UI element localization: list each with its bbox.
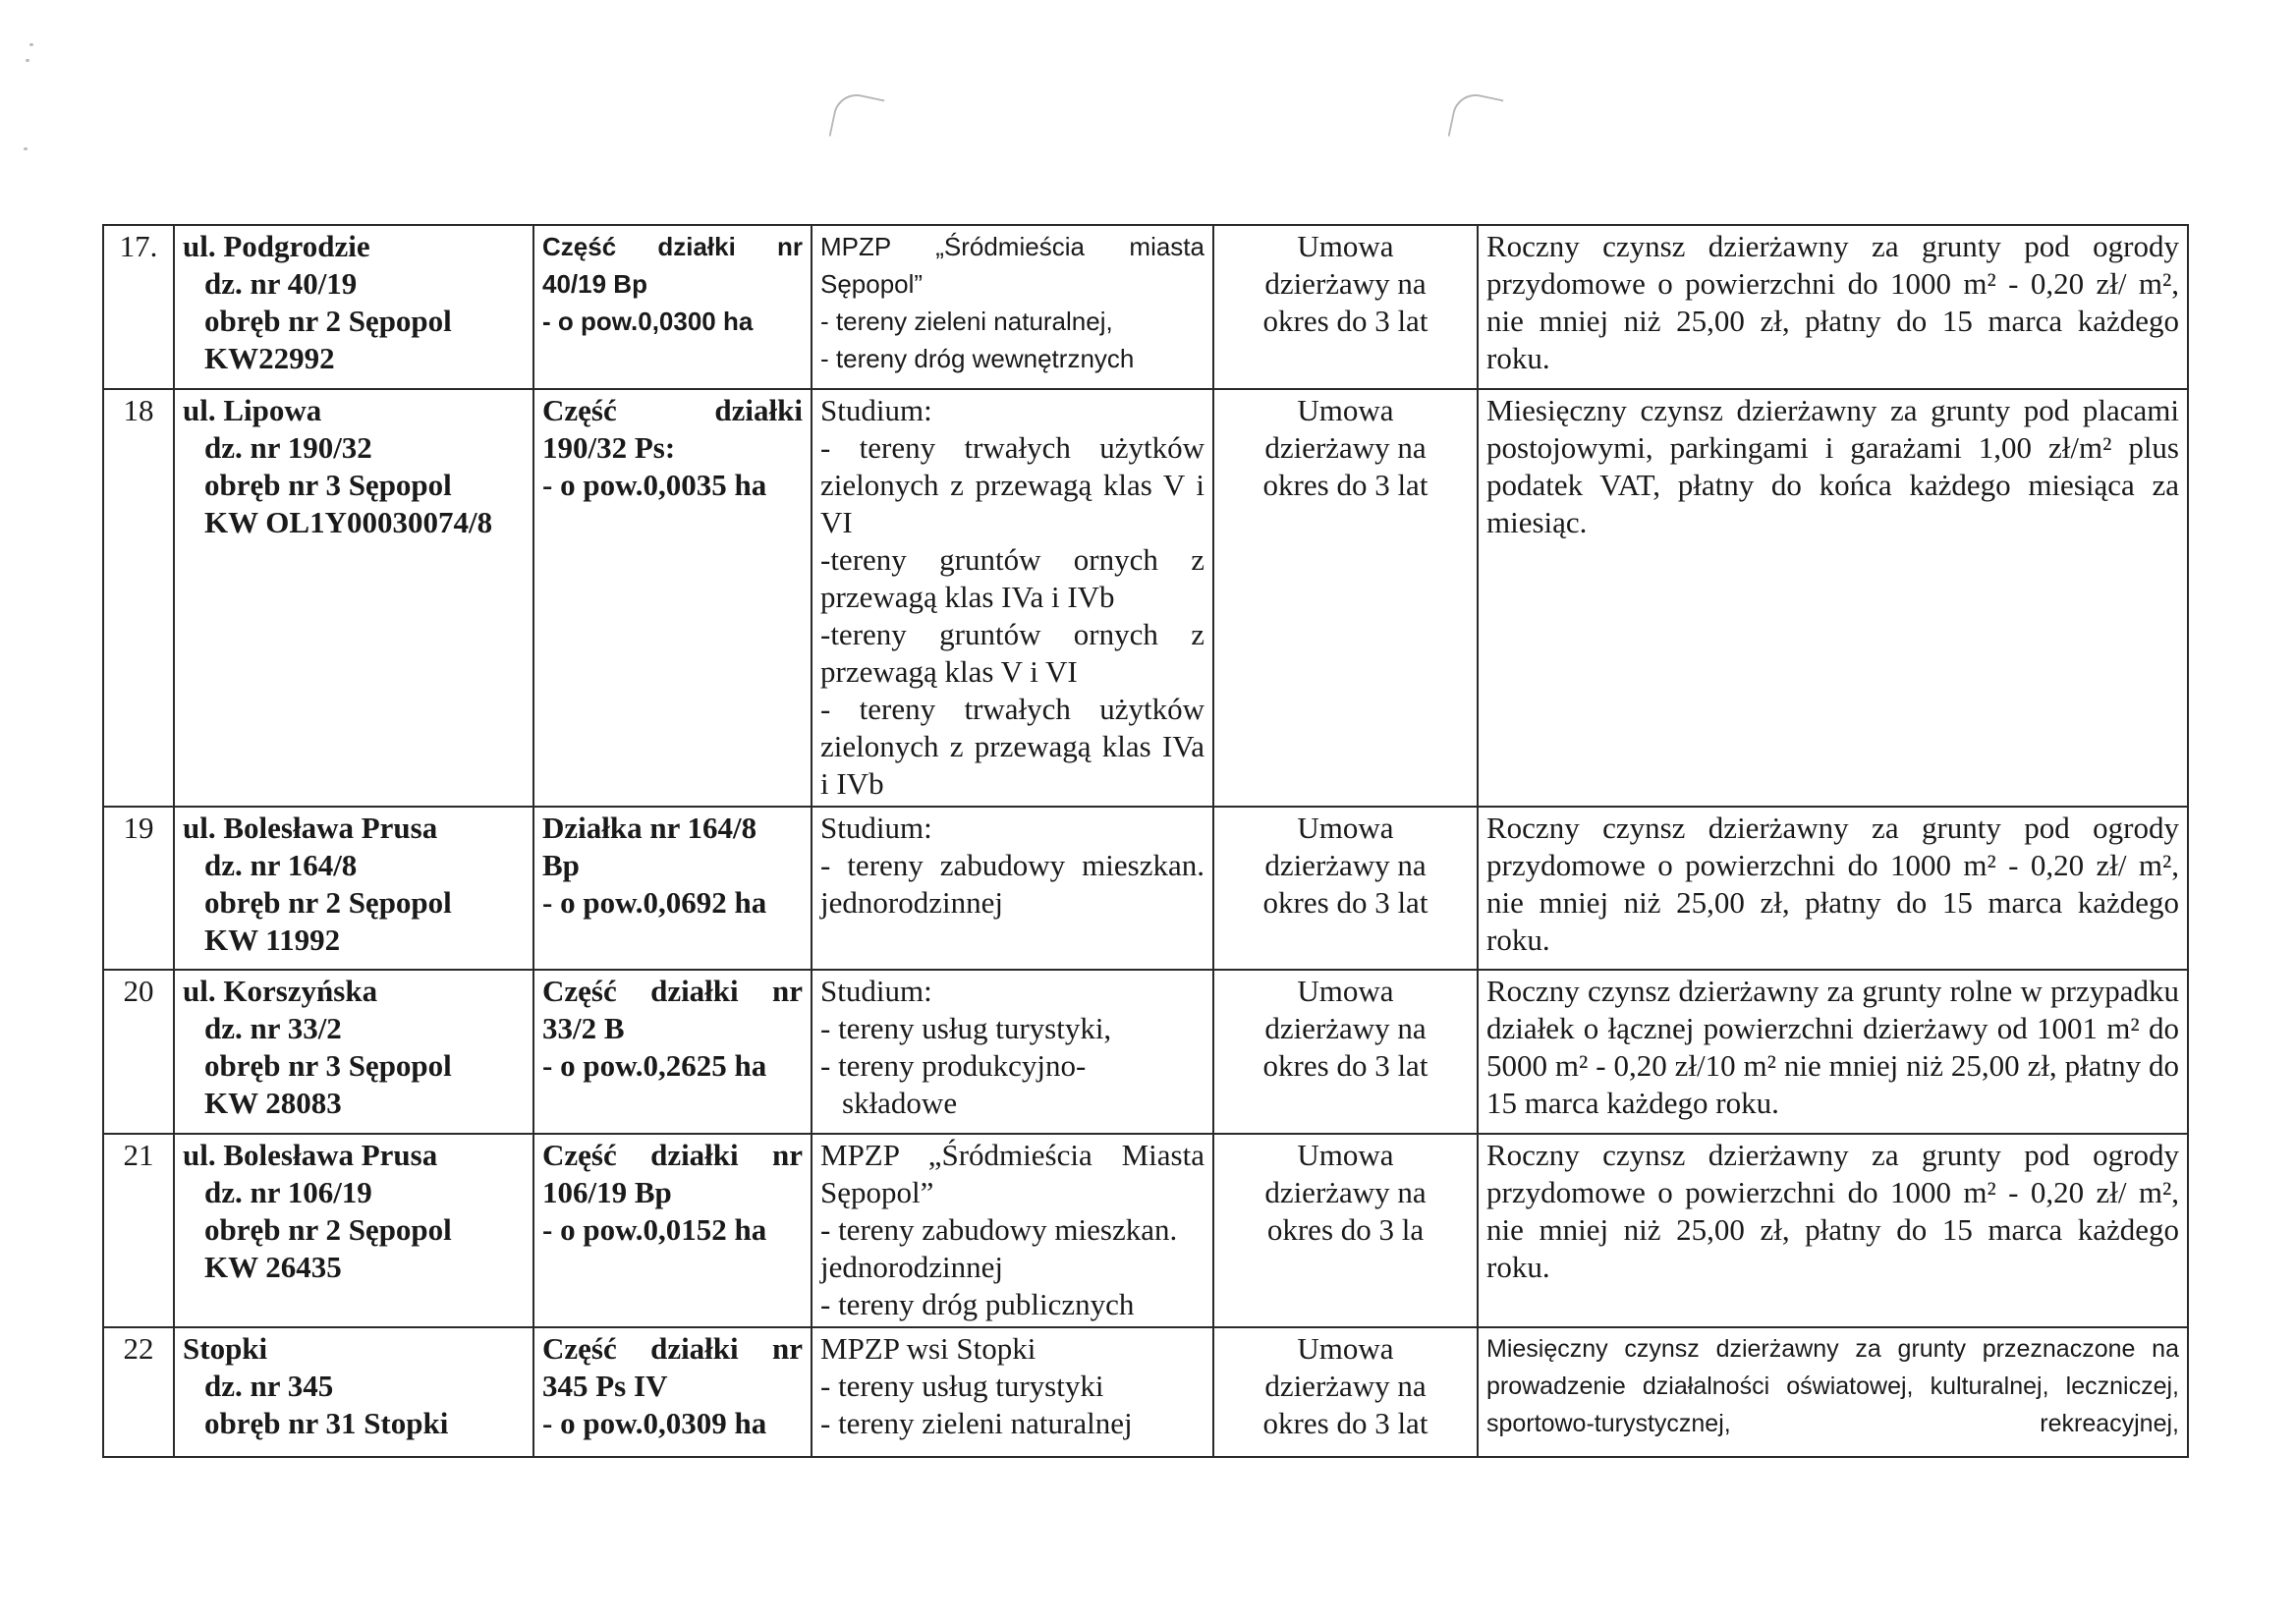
zoning-plan: Studium: - tereny usług turystyki, - tereny produkcyjno- składowe bbox=[812, 970, 1213, 1134]
rent-terms: Roczny czynsz dzierżawny za grunty pod ogrody przydomowe o powierzchni do 1000 m² - 0,20 zł/ m², nie mniej niż 25,00 zł, płatny do 15 marca każdego roku. bbox=[1478, 807, 2188, 970]
plot-area: Działka nr 164/8 Bp - o pow.0,0692 ha bbox=[533, 807, 812, 970]
rent-terms: Roczny czynsz dzierżawny za grunty pod ogrody przydomowe o powierzchni do 1000 m² - 0,20 zł/ m², nie mniej niż 25,00 zł, płatny do 15 marca każdego roku. bbox=[1478, 225, 2188, 389]
contract-term: Umowa dzierżawy na okres do 3 lat bbox=[1213, 389, 1478, 807]
plot-location: ul. Podgrodzie dz. nr 40/19 obręb nr 2 Sępopol KW22992 bbox=[174, 225, 533, 389]
rent-terms: Miesięczny czynsz dzierżawny za grunty pod placami postojowymi, parkingami i garażami 1,00 zł/m² plus podatek VAT, płatny do końca każdego miesiąca za miesiąc. bbox=[1478, 389, 2188, 807]
scan-specks bbox=[24, 39, 37, 167]
plot-area: Część działki nr 106/19 Bp - o pow.0,0152 ha bbox=[533, 1134, 812, 1327]
zoning-plan: MPZP „Śródmieścia miasta Sępopol” - tereny zieleni naturalnej, - tereny dróg wewnętrznych bbox=[812, 225, 1213, 389]
punch-hole-mark bbox=[829, 90, 885, 146]
plot-location: ul. Lipowa dz. nr 190/32 obręb nr 3 Sępopol KW OL1Y00030074/8 bbox=[174, 389, 533, 807]
plot-location: ul. Bolesława Prusa dz. nr 106/19 obręb nr 2 Sępopol KW 26435 bbox=[174, 1134, 533, 1327]
plot-location: Stopki dz. nr 345 obręb nr 31 Stopki bbox=[174, 1327, 533, 1457]
row-number: 20 bbox=[103, 970, 174, 1134]
punch-hole-mark bbox=[1448, 90, 1504, 146]
contract-term: Umowa dzierżawy na okres do 3 lat bbox=[1213, 225, 1478, 389]
plot-area: Część działki nr 33/2 B - o pow.0,2625 ha bbox=[533, 970, 812, 1134]
table-row bbox=[103, 970, 2188, 1134]
rent-terms: Roczny czynsz dzierżawny za grunty pod ogrody przydomowe o powierzchni do 1000 m² - 0,20 zł/ m², nie mniej niż 25,00 zł, płatny do 15 marca każdego roku. bbox=[1478, 1134, 2188, 1327]
table-row bbox=[103, 225, 2188, 389]
plot-area: Część działki nr 345 Ps IV - o pow.0,0309 ha bbox=[533, 1327, 812, 1457]
contract-term: Umowa dzierżawy na okres do 3 la bbox=[1213, 1134, 1478, 1327]
table-row bbox=[103, 1327, 2188, 1457]
rent-terms: Miesięczny czynsz dzierżawny za grunty przeznaczone na prowadzenie działalności oświatowej, kulturalnej, leczniczej, sportowo-turystycznej, rekreacyjnej, bbox=[1478, 1327, 2188, 1457]
lease-plots-table bbox=[102, 224, 2189, 1458]
rent-terms: Roczny czynsz dzierżawny za grunty rolne w przypadku działek o łącznej powierzchni dzierżawy od 1001 m² do 5000 m² - 0,20 zł/10 m² nie mniej niż 25,00 zł, płatny do 15 marca każdego roku. bbox=[1478, 970, 2188, 1134]
zoning-plan: Studium: - tereny trwałych użytków zielonych z przewagą klas V i VI -tereny gruntów ornych z przewagą klas IVa i IVb -tereny gruntów ornych z przewagą klas V i VI - tereny trwałych użytków zielonych z przewagą klas IVa i IVb bbox=[812, 389, 1213, 807]
table-row bbox=[103, 807, 2188, 970]
plot-location: ul. Bolesława Prusa dz. nr 164/8 obręb nr 2 Sępopol KW 11992 bbox=[174, 807, 533, 970]
row-number: 21 bbox=[103, 1134, 174, 1327]
zoning-plan: MPZP wsi Stopki - tereny usług turystyki - tereny zieleni naturalnej bbox=[812, 1327, 1213, 1457]
contract-term: Umowa dzierżawy na okres do 3 lat bbox=[1213, 1327, 1478, 1457]
plot-area: Część działki nr 40/19 Bp - o pow.0,0300 ha bbox=[533, 225, 812, 389]
contract-term: Umowa dzierżawy na okres do 3 lat bbox=[1213, 807, 1478, 970]
zoning-plan: Studium: - tereny zabudowy mieszkan. jednorodzinnej bbox=[812, 807, 1213, 970]
row-number: 17. bbox=[103, 225, 174, 389]
table-row bbox=[103, 1134, 2188, 1327]
row-number: 19 bbox=[103, 807, 174, 970]
plot-area: Część działki 190/32 Ps: - o pow.0,0035 ha bbox=[533, 389, 812, 807]
plot-location: ul. Korszyńska dz. nr 33/2 obręb nr 3 Sępopol KW 28083 bbox=[174, 970, 533, 1134]
row-number: 22 bbox=[103, 1327, 174, 1457]
zoning-plan: MPZP „Śródmieścia Miasta Sępopol” - tereny zabudowy mieszkan. jednorodzinnej - tereny dróg publicznych bbox=[812, 1134, 1213, 1327]
row-number: 18 bbox=[103, 389, 174, 807]
contract-term: Umowa dzierżawy na okres do 3 lat bbox=[1213, 970, 1478, 1134]
table-row bbox=[103, 389, 2188, 807]
